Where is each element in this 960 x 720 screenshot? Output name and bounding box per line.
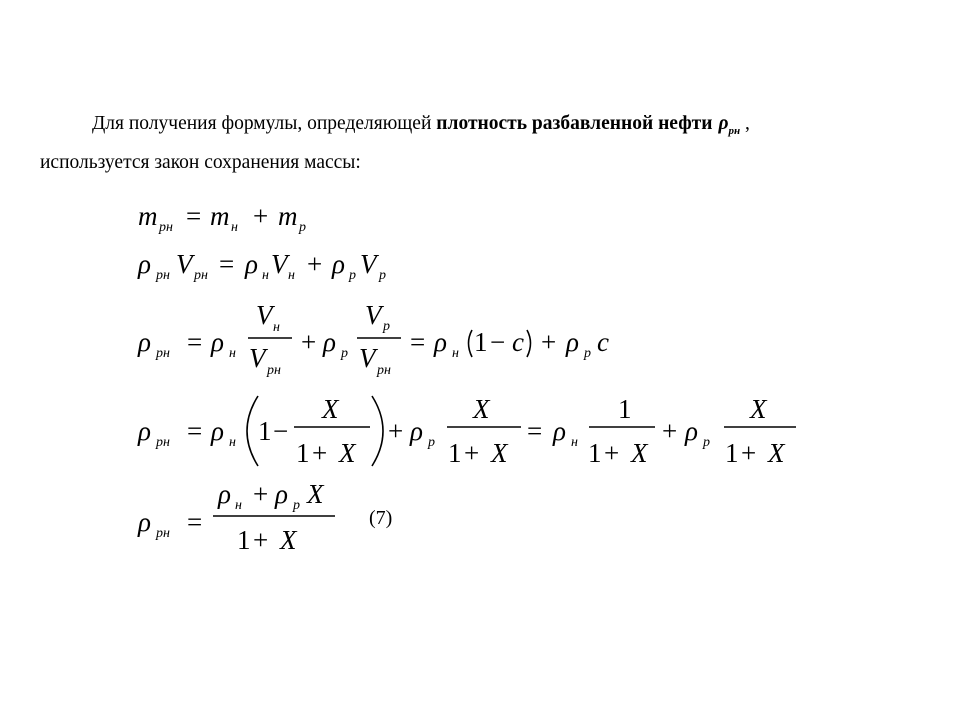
svg-text:ρ: ρ (566, 327, 579, 357)
svg-text:=: = (187, 327, 203, 357)
equation-number: (7) (369, 507, 393, 529)
svg-text:н: н (229, 435, 236, 450)
svg-text:ρ: ρ (410, 416, 423, 446)
svg-text:ρ: ρ (211, 416, 224, 446)
svg-text:н: н (235, 498, 242, 513)
svg-text:1: 1 (725, 438, 739, 468)
svg-text:−: − (490, 327, 506, 357)
svg-text:1: 1 (448, 438, 462, 468)
svg-text:=: = (186, 201, 202, 231)
equation-4 (137, 394, 796, 468)
svg-text:V: V (256, 300, 273, 330)
svg-text:ρ: ρ (275, 479, 288, 509)
intro-text-before: Для получения формулы, определяющей (92, 113, 437, 134)
svg-text:ρ: ρ (218, 479, 231, 509)
svg-text:=: = (410, 327, 426, 357)
svg-text:н: н (288, 268, 295, 283)
svg-text:рн: рн (156, 346, 170, 361)
svg-text:+: + (741, 438, 757, 468)
svg-text:+: + (388, 416, 404, 446)
equation-2 (137, 249, 386, 283)
svg-text:1: 1 (258, 416, 272, 446)
svg-text:ρ: ρ (138, 249, 151, 279)
svg-text:X: X (750, 394, 767, 424)
svg-text:X: X (322, 394, 339, 424)
svg-text:+: + (253, 525, 269, 555)
svg-text:рн: рн (156, 435, 170, 450)
svg-text:c: c (597, 327, 609, 357)
svg-text:V: V (249, 343, 266, 373)
svg-text:+: + (307, 249, 323, 279)
svg-text:р: р (379, 268, 386, 283)
intro-bold-term: плотность разбавленной нефти (436, 113, 713, 134)
svg-text:m: m (210, 201, 230, 231)
equation-5 (137, 479, 392, 555)
svg-text:рн: рн (194, 268, 208, 283)
svg-text:X: X (339, 438, 356, 468)
svg-text:V: V (365, 300, 382, 330)
svg-text:р: р (428, 435, 435, 450)
svg-text:V: V (360, 249, 377, 279)
svg-text:ρ: ρ (245, 249, 258, 279)
svg-text:р: р (293, 498, 300, 513)
svg-text:1: 1 (237, 525, 251, 555)
svg-text:=: = (187, 416, 203, 446)
svg-text:−: − (273, 416, 289, 446)
svg-text:X: X (768, 438, 785, 468)
intro-line-2: используется закон сохранения массы: (40, 151, 361, 173)
svg-text:m: m (278, 201, 298, 231)
equation-1 (138, 201, 306, 235)
svg-text:+: + (301, 327, 317, 357)
svg-text:1: 1 (588, 438, 602, 468)
svg-text:ρ: ρ (323, 327, 336, 357)
svg-text:X: X (491, 438, 508, 468)
equation-3 (137, 300, 609, 378)
svg-text:н: н (229, 346, 236, 361)
svg-text:+: + (253, 201, 269, 231)
svg-text:ρ: ρ (138, 416, 151, 446)
svg-text:V: V (271, 249, 288, 279)
svg-text:р: р (703, 435, 710, 450)
svg-text:р: р (299, 220, 306, 235)
svg-text:=: = (527, 416, 543, 446)
svg-text:m: m (138, 201, 158, 231)
svg-text:н: н (273, 320, 280, 335)
svg-text:V: V (359, 343, 376, 373)
intro-rho-symbol: $\rho_{рн}$ (718, 113, 741, 137)
svg-text:рн: рн (267, 363, 281, 378)
svg-text:ρ: ρ (553, 416, 566, 446)
svg-text:1: 1 (618, 394, 632, 424)
svg-text:X: X (307, 479, 324, 509)
svg-text:р: р (584, 346, 591, 361)
svg-text:рн: рн (156, 268, 170, 283)
svg-text:1: 1 (296, 438, 310, 468)
svg-text:ρ: ρ (685, 416, 698, 446)
svg-text:c: c (512, 327, 524, 357)
svg-text:р: р (341, 346, 348, 361)
svg-text:+: + (464, 438, 480, 468)
svg-text:рн: рн (159, 220, 173, 235)
svg-text:ρ: ρ (211, 327, 224, 357)
svg-text:ρ: ρ (434, 327, 447, 357)
svg-text:X: X (473, 394, 490, 424)
svg-text:н: н (452, 346, 459, 361)
svg-text:рн: рн (156, 526, 170, 541)
svg-text:X: X (631, 438, 648, 468)
intro-text-after: , (740, 113, 750, 134)
svg-text:+: + (541, 327, 557, 357)
svg-text:+: + (662, 416, 678, 446)
svg-text:V: V (176, 249, 193, 279)
svg-text:рн: рн (377, 363, 391, 378)
svg-text:+: + (604, 438, 620, 468)
svg-text:+: + (312, 438, 328, 468)
svg-text:н: н (262, 268, 269, 283)
svg-text:ρ: ρ (138, 327, 151, 357)
svg-text:ρ: ρ (332, 249, 345, 279)
svg-text:=: = (187, 507, 203, 537)
svg-text:р: р (383, 319, 390, 334)
svg-text:1: 1 (474, 327, 488, 357)
svg-text:ρ: ρ (138, 507, 151, 537)
svg-text:=: = (219, 249, 235, 279)
svg-text:+: + (253, 479, 269, 509)
svg-text:р: р (349, 268, 356, 283)
svg-text:н: н (571, 435, 578, 450)
svg-text:X: X (280, 525, 297, 555)
svg-text:н: н (231, 220, 238, 235)
